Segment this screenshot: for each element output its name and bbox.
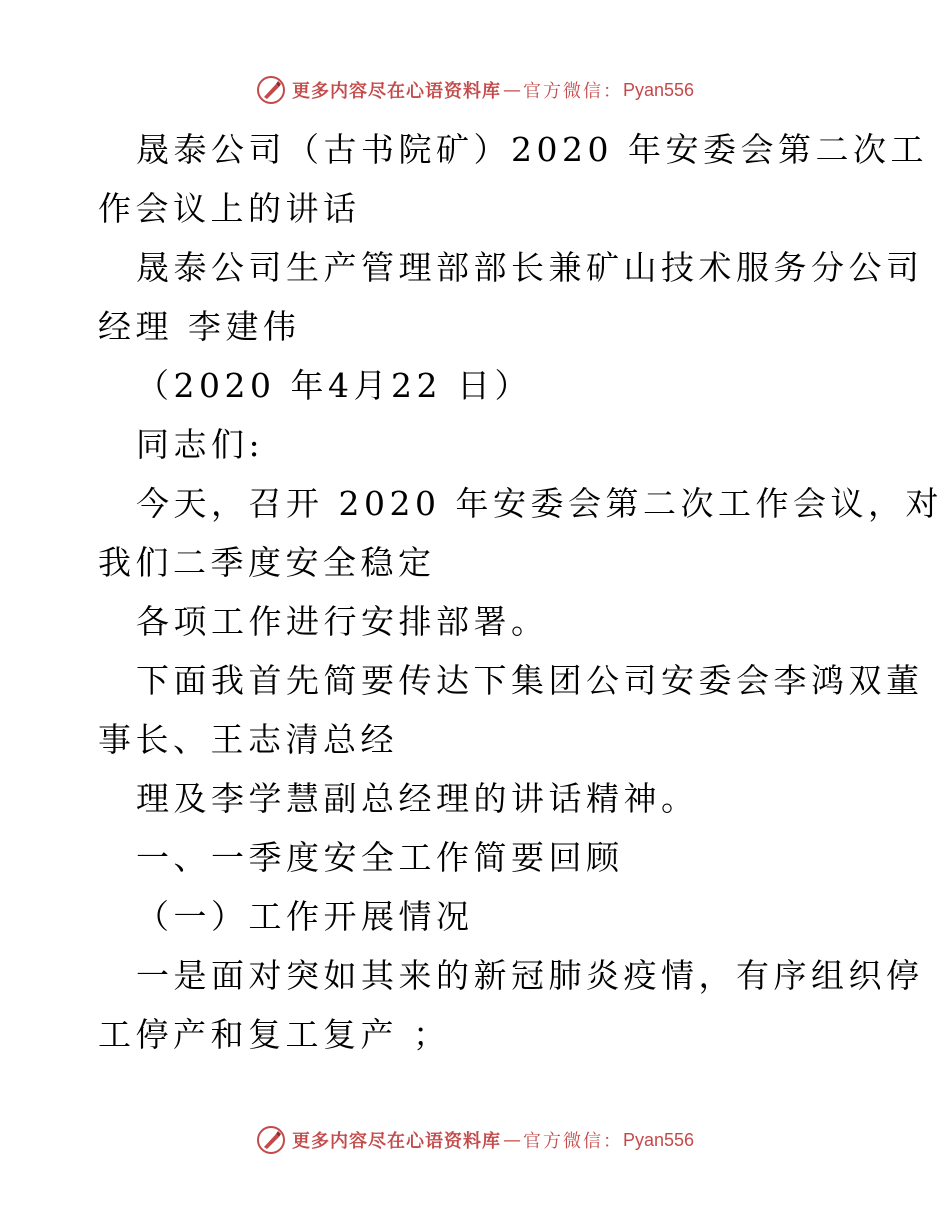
watermark-site-text: 更多内容尽在心语资料库 <box>291 1131 501 1152</box>
paragraph-line: 事长、王志清总经 <box>98 720 398 759</box>
paragraph-line: 下面我首先简要传达下集团公司安委会李鸿双董 <box>136 661 924 700</box>
subsection-heading: （一）工作开展情况 <box>136 897 474 936</box>
section-heading: 一、一季度安全工作简要回顾 <box>136 838 624 877</box>
speaker-line-1: 晟泰公司生产管理部部长兼矿山技术服务分公司 <box>136 248 924 287</box>
paragraph-line: 工停产和复工复产 ； <box>98 1015 451 1054</box>
watermark-label: 官方微信： <box>522 81 623 102</box>
paragraph-line: 一是面对突如其来的新冠肺炎疫情，有序组织停 <box>136 956 924 995</box>
watermark-wechat-id: Pyan556 <box>622 1129 695 1150</box>
pen-logo-icon <box>256 75 286 105</box>
title-line-2: 作会议上的讲话 <box>98 189 361 228</box>
watermark-site-text: 更多内容尽在心语资料库 <box>291 81 501 102</box>
paragraph-line: 我们二季度安全稳定 <box>98 543 436 582</box>
document-body <box>98 120 943 1064</box>
footer-watermark <box>0 1120 950 1160</box>
speaker-line-2: 经理 李建伟 <box>98 307 301 346</box>
header-watermark <box>0 70 950 110</box>
watermark-separator: — <box>502 79 521 101</box>
watermark-wechat-id: Pyan556 <box>622 79 695 100</box>
paragraph-line: 理及李学慧副总经理的讲话精神。 <box>136 779 699 818</box>
watermark-separator: — <box>502 1129 521 1151</box>
date-line: （2020 年4月22 日） <box>136 366 532 405</box>
pen-logo-icon <box>256 1125 286 1155</box>
paragraph-line: 今天，召开 2020 年安委会第二次工作会议，对 <box>136 484 943 523</box>
title-line-1: 晟泰公司（古书院矿）2020 年安委会第二次工 <box>136 130 928 169</box>
salutation: 同志们: <box>136 425 265 464</box>
paragraph-line: 各项工作进行安排部署。 <box>136 602 549 641</box>
watermark-label: 官方微信： <box>522 1131 623 1152</box>
